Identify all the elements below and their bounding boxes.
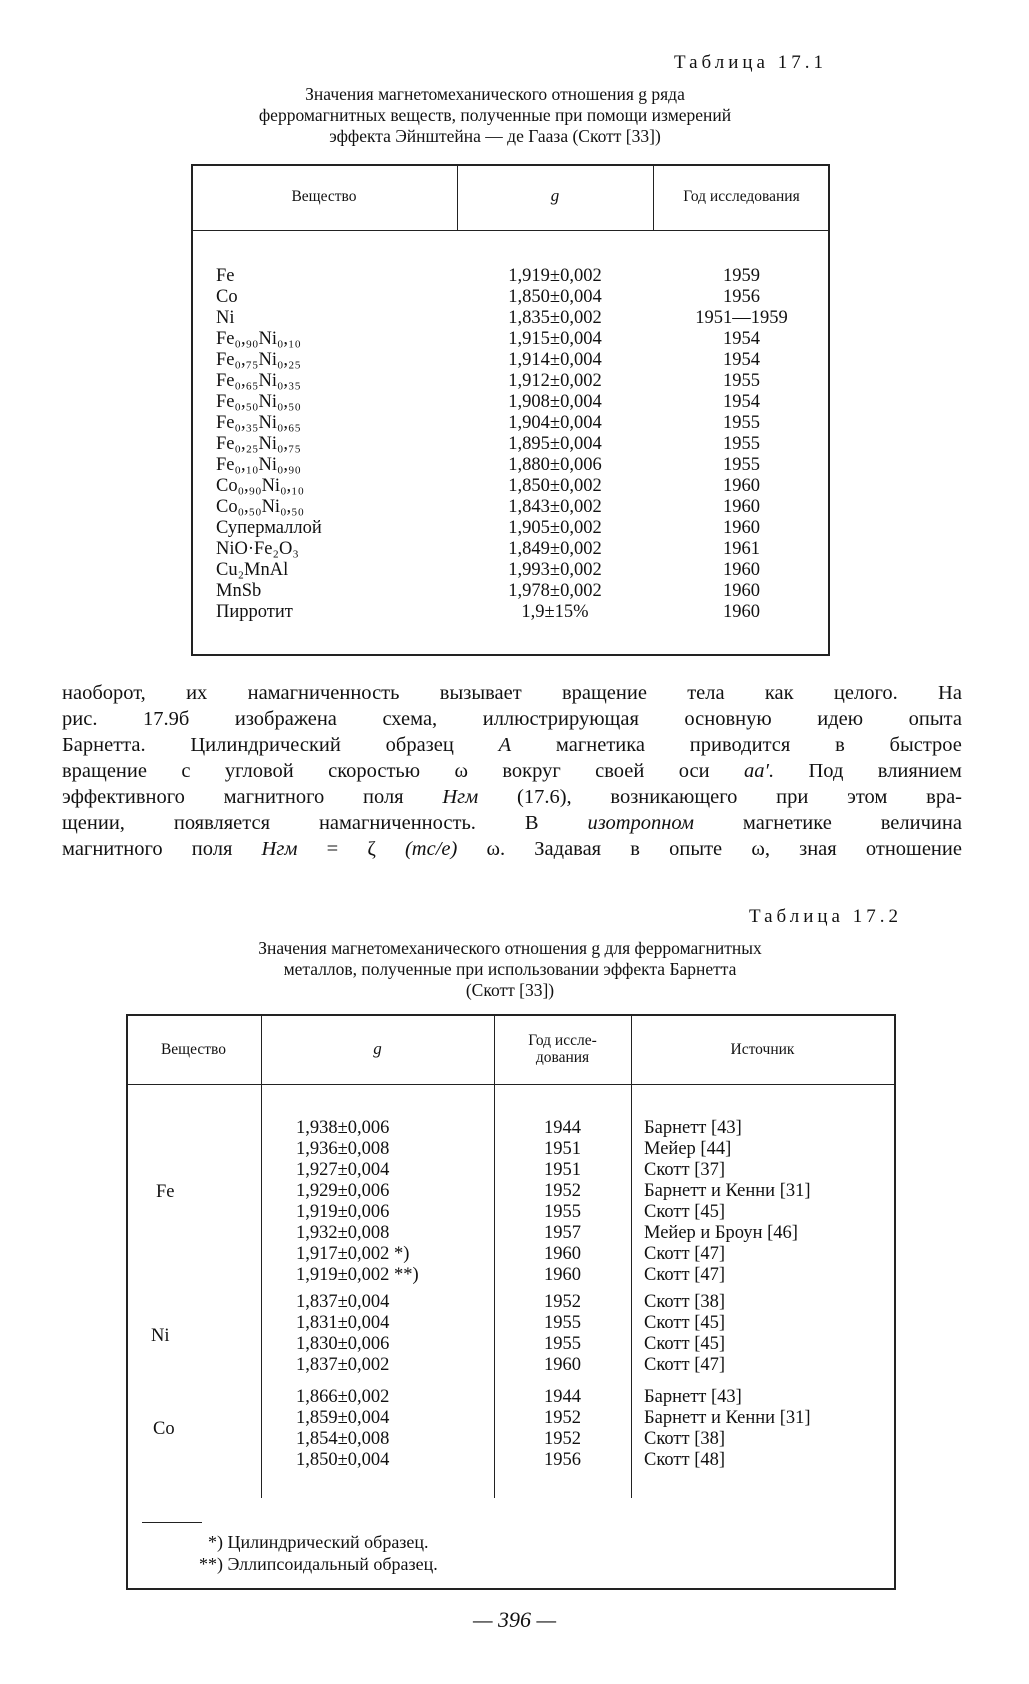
table-row-source: Мейер и Броун [46] xyxy=(644,1223,798,1243)
table-row-year: 1956 xyxy=(723,287,760,307)
table-row-year: 1952 xyxy=(544,1292,581,1312)
table-row-g: 1,895±0,004 xyxy=(508,434,602,454)
table-row-year: 1955 xyxy=(544,1334,581,1354)
table-row-substance: Co xyxy=(216,287,238,307)
word: как xyxy=(764,682,794,704)
word: Hгм xyxy=(442,786,479,808)
table2-title xyxy=(100,938,920,1001)
table1-col-substance xyxy=(216,266,322,623)
word: зная xyxy=(799,838,837,860)
word: влиянием xyxy=(877,760,962,782)
table2-group-year xyxy=(494,1387,631,1471)
table-row-source: Барнетт и Кенни [31] xyxy=(644,1181,811,1201)
table-row-year: 1944 xyxy=(544,1387,581,1407)
table-row-year: 1952 xyxy=(544,1408,581,1428)
table2-header-source: Источник xyxy=(730,1041,795,1058)
table2-header-substance: Вещество xyxy=(160,1041,227,1058)
table-row-substance: Cu₂MnAl xyxy=(216,560,289,580)
table-row-year: 1955 xyxy=(723,434,760,454)
table-row-source: Скотт [45] xyxy=(644,1313,726,1333)
word: Цилиндрический xyxy=(190,734,341,756)
table-row-g: 1,932±0,008 xyxy=(296,1223,390,1243)
table-row-year: 1954 xyxy=(723,392,760,412)
word: рис. xyxy=(62,708,98,730)
table-row-year: 1944 xyxy=(544,1118,581,1138)
table-row-substance: Fe₀,₃₅Ni₀,₆₅ xyxy=(216,413,301,433)
table1-header-g: g xyxy=(550,186,560,205)
word: Под xyxy=(808,760,844,782)
word: ω, xyxy=(751,838,770,860)
table-row-substance: Пирротит xyxy=(216,602,293,622)
table2-header-year-line: Год иссле- xyxy=(528,1032,597,1049)
table-row-g: 1,830±0,006 xyxy=(296,1334,390,1354)
paragraph-line xyxy=(62,836,962,862)
table-row-substance: Супермаллой xyxy=(216,518,322,538)
table-row-substance: Fe₀,₅₀Ni₀,₅₀ xyxy=(216,392,301,412)
table-row-source: Скотт [37] xyxy=(644,1160,726,1180)
word: в xyxy=(835,734,845,756)
word: вокруг xyxy=(502,760,561,782)
table-row-year: 1951 xyxy=(544,1139,581,1159)
table-row-g: 1,978±0,002 xyxy=(508,581,602,601)
table-row-g: 1,850±0,004 xyxy=(296,1450,390,1470)
word: иллюстрирующая xyxy=(482,708,639,730)
table-row-year: 1961 xyxy=(723,539,760,559)
table-row-g: 1,843±0,002 xyxy=(508,497,602,517)
table-row-substance: Fe₀,₂₅Ni₀,₇₅ xyxy=(216,434,301,454)
table-row-g: 1,936±0,008 xyxy=(296,1139,390,1159)
word: изотропном xyxy=(587,812,694,834)
table-row-substance: Fe₀,₇₅Ni₀,₂₅ xyxy=(216,350,301,370)
table1 xyxy=(191,164,830,656)
table-row-substance: Co₀,₉₀Ni₀,₁₀ xyxy=(216,476,305,496)
table2-group-year xyxy=(494,1118,631,1286)
table-row-source: Барнетт [43] xyxy=(644,1387,742,1407)
word: Барнетта. xyxy=(62,734,146,756)
table-row-substance: Fe₀,₁₀Ni₀,₉₀ xyxy=(216,455,301,475)
table2-caption: Таблица 17.2 xyxy=(748,906,902,927)
table-row-source: Скотт [38] xyxy=(644,1292,726,1312)
table2-header-g: g xyxy=(373,1039,382,1058)
word: идею xyxy=(817,708,864,730)
word: (17.6), xyxy=(517,786,572,808)
paragraph-line xyxy=(62,706,962,732)
word: приводится xyxy=(689,734,791,756)
table-row-source: Скотт [45] xyxy=(644,1202,726,1222)
body-paragraph xyxy=(62,680,962,862)
table-row-source: Барнетт и Кенни [31] xyxy=(644,1408,811,1428)
table-row-g: 1,993±0,002 xyxy=(508,560,602,580)
table2-group-source xyxy=(644,1118,811,1286)
table-row-source: Скотт [48] xyxy=(644,1450,726,1470)
word: На xyxy=(938,682,962,704)
table-row-g: 1,837±0,002 xyxy=(296,1355,390,1375)
word: ω xyxy=(454,760,468,782)
table2-header-year-line: дования xyxy=(535,1049,590,1066)
table-row-substance: Fe xyxy=(216,266,235,286)
table-row-source: Скотт [47] xyxy=(644,1265,726,1285)
word: намагниченность xyxy=(247,682,400,704)
word: скоростью xyxy=(328,760,421,782)
table-row-year: 1954 xyxy=(723,350,760,370)
table-row-source: Скотт [47] xyxy=(644,1244,726,1264)
table2 xyxy=(126,1014,896,1590)
table2-group-substance: Co xyxy=(153,1419,175,1439)
table2-group-source xyxy=(644,1292,725,1376)
footnote: *) Цилиндрический образец. xyxy=(208,1532,429,1552)
table-row-year: 1960 xyxy=(544,1355,581,1375)
word: при xyxy=(776,786,809,808)
table1-header-year: Год исследования xyxy=(683,188,800,205)
table2-title-line: металлов, полученные при использовании эффекта Барнетта xyxy=(283,959,737,979)
paragraph-line xyxy=(62,784,962,810)
table-row-substance: NiO·Fe₂O₃ xyxy=(216,539,299,559)
word: тела xyxy=(687,682,725,704)
table-row-g: 1,914±0,004 xyxy=(508,350,602,370)
table-row-year: 1960 xyxy=(723,602,760,622)
table-row-substance: MnSb xyxy=(216,581,262,601)
table-row-source: Скотт [47] xyxy=(644,1355,726,1375)
table-row-substance: Ni xyxy=(216,308,235,328)
word: вра- xyxy=(926,786,962,808)
table-row-g: 1,866±0,002 xyxy=(296,1387,390,1407)
table-row-g: 1,908±0,004 xyxy=(508,392,602,412)
table-row-g: 1,927±0,004 xyxy=(296,1160,390,1180)
table-row-g: 1,929±0,006 xyxy=(296,1181,390,1201)
word: с xyxy=(181,760,191,782)
table-row-year: 1951 xyxy=(544,1160,581,1180)
table-row-substance: Co₀,₅₀Ni₀,₅₀ xyxy=(216,497,305,517)
table2-group-source xyxy=(644,1387,811,1471)
word: магнитного xyxy=(62,838,163,860)
table-row-g: 1,854±0,008 xyxy=(296,1429,390,1449)
paragraph-line xyxy=(62,680,962,706)
word: вызывает xyxy=(439,682,522,704)
word: В xyxy=(524,812,539,834)
word: намагниченность. xyxy=(318,812,476,834)
word: образец xyxy=(385,734,454,756)
table-row-year: 1960 xyxy=(723,581,760,601)
table1-col-year xyxy=(653,266,830,623)
word: ζ xyxy=(367,838,376,860)
table-row-g: 1,849±0,002 xyxy=(508,539,602,559)
table-row-source: Мейер [44] xyxy=(644,1139,732,1159)
word: магнитного xyxy=(223,786,325,808)
table-row-substance: Fe₀,₆₅Ni₀,₃₅ xyxy=(216,371,301,391)
word: схема, xyxy=(382,708,438,730)
table-row-g: 1,835±0,002 xyxy=(508,308,602,328)
word: эффективного xyxy=(62,786,185,808)
word: отношение xyxy=(865,838,962,860)
word: aa′. xyxy=(744,760,775,782)
page-number: — 396 — xyxy=(472,1607,557,1632)
table-row-year: 1955 xyxy=(723,371,760,391)
table-row-source: Скотт [38] xyxy=(644,1429,726,1449)
table1-col-g xyxy=(457,266,653,623)
word: ω. xyxy=(486,838,506,860)
table2-header-year xyxy=(494,1032,631,1066)
table-row-g: 1,912±0,002 xyxy=(508,371,602,391)
table-row-g: 1,919±0,002 xyxy=(508,266,602,286)
table-row-year: 1955 xyxy=(544,1202,581,1222)
table-row-g: 1,859±0,004 xyxy=(296,1408,390,1428)
table-row-g: 1,919±0,006 xyxy=(296,1202,390,1222)
word: величина xyxy=(880,812,962,834)
word: появляется xyxy=(173,812,271,834)
word: поля xyxy=(363,786,404,808)
table1-title xyxy=(150,84,840,147)
table1-title-line: Значения магнетомеханического отношения g ряда xyxy=(305,84,685,104)
table2-group-g xyxy=(296,1292,389,1376)
table-row-g: 1,880±0,006 xyxy=(508,455,602,475)
table2-group-substance: Ni xyxy=(151,1326,170,1346)
word: основную xyxy=(684,708,772,730)
table-row-g: 1,904±0,004 xyxy=(508,413,602,433)
table-row-year: 1960 xyxy=(723,518,760,538)
word: вращение xyxy=(62,760,147,782)
table2-group-year xyxy=(494,1292,631,1376)
table-row-g: 1,919±0,002 **) xyxy=(296,1265,419,1285)
table-row-year: 1960 xyxy=(544,1265,581,1285)
word: опыте xyxy=(669,838,723,860)
table-row-year: 1952 xyxy=(544,1429,581,1449)
word: в xyxy=(630,838,640,860)
table-row-year: 1951—1959 xyxy=(695,308,788,328)
table2-group-g xyxy=(296,1118,419,1286)
word: магнетике xyxy=(742,812,832,834)
table-row-g: 1,837±0,004 xyxy=(296,1292,390,1312)
word: магнетика xyxy=(555,734,646,756)
table-row-g: 1,850±0,004 xyxy=(508,287,602,307)
table2-group-substance: Fe xyxy=(156,1182,175,1202)
table2-title-line: (Скотт [33]) xyxy=(465,980,555,1000)
word: быстрое xyxy=(889,734,962,756)
word: вращение xyxy=(561,682,647,704)
table-row-year: 1954 xyxy=(723,329,760,349)
table-row-g: 1,938±0,006 xyxy=(296,1118,390,1138)
table-row-year: 1960 xyxy=(723,476,760,496)
table-row-g: 1,9±15% xyxy=(521,602,589,622)
word: 17.9б xyxy=(143,708,190,730)
table-row-year: 1959 xyxy=(723,266,760,286)
table-row-year: 1955 xyxy=(544,1313,581,1333)
table-row-year: 1957 xyxy=(544,1223,581,1243)
table-row-year: 1960 xyxy=(723,560,760,580)
word: опыта xyxy=(908,708,962,730)
table1-caption: Таблица 17.1 xyxy=(673,52,827,73)
table2-title-line: Значения магнетомеханического отношения g для ферромагнитных xyxy=(258,938,762,958)
word: оси xyxy=(678,760,710,782)
word: своей xyxy=(595,760,645,782)
word: A xyxy=(498,734,512,756)
table-row-year: 1956 xyxy=(544,1450,581,1470)
table-row-source: Барнетт [43] xyxy=(644,1118,742,1138)
table1-header-substance: Вещество xyxy=(291,188,357,205)
word: Hгм xyxy=(261,838,298,860)
word: их xyxy=(186,682,208,704)
table-row-year: 1955 xyxy=(723,455,760,475)
word: угловой xyxy=(224,760,294,782)
word: изображена xyxy=(234,708,337,730)
word: (mc/e) xyxy=(404,838,458,860)
paragraph-line xyxy=(62,810,962,836)
table-row-g: 1,850±0,002 xyxy=(508,476,602,496)
word: Задавая xyxy=(534,838,602,860)
word: поля xyxy=(191,838,233,860)
word: этом xyxy=(847,786,888,808)
table-row-year: 1960 xyxy=(544,1244,581,1264)
table-row-g: 1,905±0,002 xyxy=(508,518,602,538)
word: наоборот, xyxy=(62,682,146,704)
table-row-year: 1952 xyxy=(544,1181,581,1201)
table-row-year: 1955 xyxy=(723,413,760,433)
table1-title-line: эффекта Эйнштейна — де Гааза (Скотт [33]) xyxy=(329,126,661,146)
word: щении, xyxy=(62,812,125,834)
table1-title-line: ферромагнитных веществ, полученные при помощи измерений xyxy=(258,105,732,125)
paragraph-line xyxy=(62,732,962,758)
paragraph-line xyxy=(62,758,962,784)
word: = xyxy=(326,838,339,860)
table-row-g: 1,831±0,004 xyxy=(296,1313,390,1333)
table-row-g: 1,915±0,004 xyxy=(508,329,602,349)
table-row-source: Скотт [45] xyxy=(644,1334,726,1354)
table-row-g: 1,917±0,002 *) xyxy=(296,1244,410,1264)
word: целого. xyxy=(833,682,898,704)
table-row-year: 1960 xyxy=(723,497,760,517)
table2-group-g xyxy=(296,1387,389,1471)
footnote: **) Эллипсоидальный образец. xyxy=(199,1554,438,1574)
table-row-substance: Fe₀,₉₀Ni₀,₁₀ xyxy=(216,329,301,349)
word: возникающего xyxy=(610,786,738,808)
